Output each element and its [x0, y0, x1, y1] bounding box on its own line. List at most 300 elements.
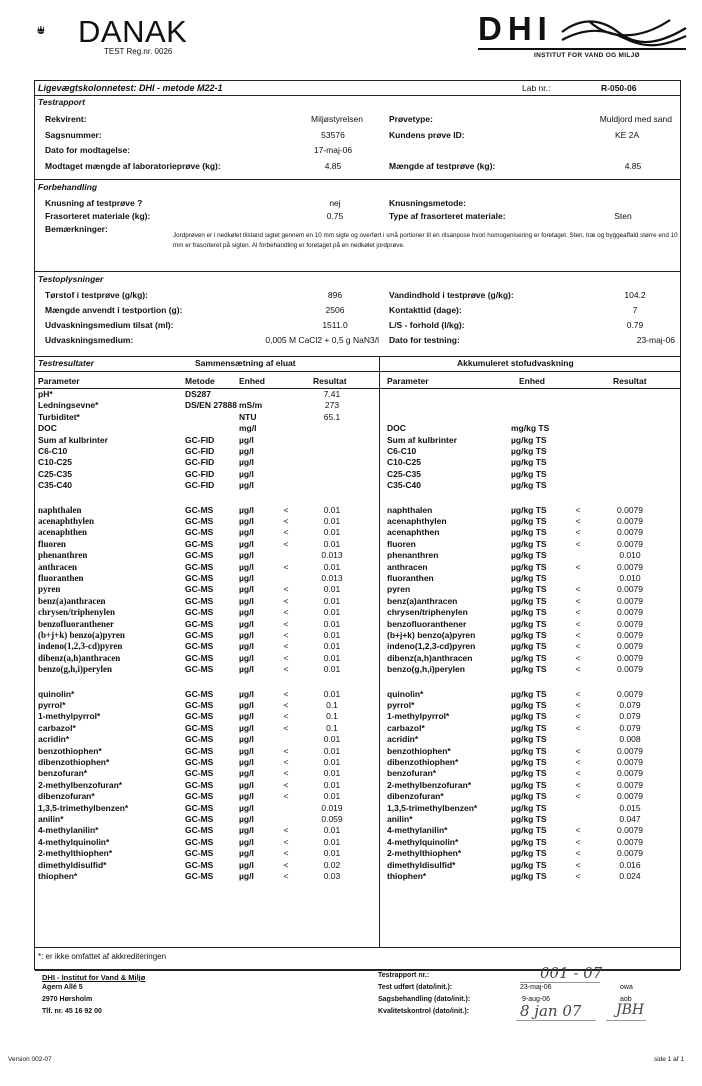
enhed-left: µg/l [239, 848, 254, 859]
qualifier-right: < [575, 836, 581, 847]
param-left: anilin* [38, 814, 64, 824]
col-resultat: Resultat [313, 376, 347, 386]
metode: GC-MS [185, 802, 214, 813]
param-left: acenaphthen [38, 527, 88, 538]
lab-value: R-050-06 [601, 83, 637, 93]
metode: DS/EN 27888 [185, 400, 237, 411]
enhed-right: mg/kg TS [511, 423, 550, 434]
enhed-right: µg/kg TS [511, 745, 547, 756]
param-right: acridin* [387, 734, 419, 745]
qualifier-left: < [283, 516, 289, 526]
resultat-right: 0.0079 [617, 745, 643, 756]
resultat-left: 0.01 [323, 757, 341, 767]
enhed-right: µg/kg TS [511, 802, 547, 813]
ls-value: 0.79 [626, 320, 644, 330]
enhed-left: µg/l [239, 618, 254, 629]
resultat-right: 0.024 [619, 871, 641, 881]
enhed-right: µg/kg TS [511, 504, 547, 515]
qualifier-left: < [283, 745, 289, 756]
enhed-right: µg/kg TS [511, 584, 547, 595]
resultat-left: 0.1 [326, 700, 338, 710]
enhed-right: µg/kg TS [511, 688, 547, 699]
resultat-left: 0.01 [323, 768, 341, 779]
enhed-left: µg/l [239, 768, 254, 779]
metode: GC-MS [185, 573, 214, 583]
kvalitetskontrol-date: 8 jan 07 [520, 1002, 582, 1020]
enhed-left: µg/l [239, 595, 254, 606]
qualifier-right: < [575, 722, 581, 733]
metode: GC-MS [185, 768, 214, 779]
col-metode: Metode [185, 376, 215, 386]
enhed-right: µg/kg TS [511, 871, 547, 881]
enhed-right: µg/kg TS [511, 734, 547, 745]
metode: GC-FID [185, 446, 215, 456]
bemaerkninger-text: Jordprøven er i nedkølet tilstand sigtet gennem en 10 mm sigte og overført i små portioner til en rilsanpose hvori homogenisering er foretaget. Sten, træ og byggeaffald større end 10 mm er frasorteret på sigten. Al forbehandling er foretaget på en nedkølet jordprøve. [173, 232, 678, 249]
enhed-left: µg/l [239, 561, 254, 572]
enhed-right: µg/kg TS [511, 527, 547, 538]
page-number: side 1 af 1 [654, 1056, 684, 1063]
enhed-right: µg/kg TS [511, 825, 547, 836]
resultat-left: 0.01 [323, 561, 341, 572]
qualifier-right: < [575, 504, 581, 515]
qualifier-left: < [283, 607, 289, 618]
param-left: benzofluoranthener [38, 618, 114, 629]
param-left: anthracen [38, 561, 77, 572]
param-left: quinolin* [38, 688, 75, 699]
col-enhed-right: Enhed [519, 376, 545, 386]
metode: GC-MS [185, 595, 214, 606]
enhed-right: µg/kg TS [511, 550, 547, 561]
knusningsmetode-label: Knusningsmetode: [389, 198, 466, 208]
resultat-left: 0.013 [321, 550, 343, 561]
metode: GC-MS [185, 664, 214, 675]
resultat-right: 0.010 [619, 550, 641, 561]
qualifier-right: < [575, 561, 581, 572]
medium-label: Udvaskningsmedium: [45, 335, 134, 345]
enhed-right: µg/kg TS [511, 573, 547, 583]
provetype-label: Prøvetype: [389, 114, 433, 124]
resultat-right: 0.010 [619, 573, 641, 583]
qualifier-right: < [575, 584, 581, 595]
metode: GC-MS [185, 711, 214, 722]
testrapport-nr-value: 001 - 07 [540, 964, 603, 982]
metode: GC-MS [185, 836, 214, 847]
param-right: dimethyldisulfid* [387, 859, 456, 870]
anvendt-value: 2506 [325, 305, 345, 315]
enhed-left: mg/l [239, 423, 257, 434]
medium-value: 0,005 M CaCl2 + 0,5 g NaN3/l [265, 335, 379, 345]
enhed-right: µg/kg TS [511, 630, 547, 640]
param-left: 1-methylpyrrol* [38, 711, 101, 722]
qualifier-left: < [283, 768, 289, 779]
enhed-left: µg/l [239, 584, 254, 595]
resultat-left: 0.01 [323, 607, 341, 618]
metode: GC-MS [185, 527, 214, 538]
param-left: acenaphthylen [38, 516, 95, 526]
enhed-left: µg/l [239, 871, 254, 881]
resultat-left: 0.01 [323, 688, 341, 699]
param-right: 4-methylquinolin* [387, 836, 459, 847]
udfort-label: Test udført (dato/init.): [378, 984, 453, 991]
resultat-left: 0.01 [323, 664, 341, 675]
qualifier-right: < [575, 711, 581, 722]
param-right: Sum af kulbrinter [387, 434, 457, 445]
param-left: (b+j+k) benzo(a)pyren [38, 630, 125, 640]
enhed-left: µg/l [239, 457, 254, 468]
resultat-right: 0.0079 [617, 757, 643, 767]
sagsnummer-value: 53576 [321, 130, 345, 140]
dato-modtagelse-label: Dato for modtagelse: [45, 145, 131, 155]
enhed-right: µg/kg TS [511, 480, 547, 491]
metode: GC-MS [185, 700, 214, 710]
resultat-right: 0.0079 [617, 652, 643, 663]
param-left: naphthalen [38, 504, 82, 515]
enhed-left: µg/l [239, 468, 254, 479]
param-right: benz(a)anthracen [387, 595, 458, 606]
param-right: benzofluoranthener [387, 618, 467, 629]
enhed-left: µg/l [239, 745, 254, 756]
qualifier-right: < [575, 516, 581, 526]
param-right: pyren [387, 584, 411, 595]
resultat-left: 0.01 [323, 516, 341, 526]
enhed-right: µg/kg TS [511, 652, 547, 663]
param-left: 2-methylbenzofuran* [38, 779, 123, 790]
forbehandling-title: Forbehandling [38, 182, 98, 192]
enhed-right: µg/kg TS [511, 859, 547, 870]
frasorteret-label: Frasorteret materiale (kg): [45, 211, 151, 221]
enhed-left: µg/l [239, 652, 254, 663]
resultat-right: 0.0079 [617, 791, 643, 802]
results-table [35, 389, 680, 945]
param-right: dibenzofuran* [387, 791, 444, 802]
param-left: benzothiophen* [38, 745, 102, 756]
enhed-left: NTU [239, 411, 257, 422]
enhed-left: µg/l [239, 722, 254, 733]
qualifier-left: < [283, 700, 289, 710]
enhed-right: µg/kg TS [511, 836, 547, 847]
resultat-left: 0.01 [323, 848, 341, 859]
resultat-left: 0.1 [326, 711, 338, 722]
anvendt-label: Mængde anvendt i testportion (g): [45, 305, 183, 315]
kundens-value: KE 2A [614, 130, 640, 140]
footnote: *: er ikke omfattet af akkrediteringen [38, 952, 167, 961]
signature-line [606, 1020, 646, 1021]
qualifier-right: < [575, 745, 581, 756]
enhed-right: µg/kg TS [511, 722, 547, 733]
enhed-left: µg/l [239, 538, 254, 549]
resultat-right: 0.0079 [617, 538, 643, 549]
org-phone: Tlf. nr. 45 16 92 00 [42, 1008, 102, 1015]
type-frasorteret-value: Sten [614, 211, 632, 221]
provetype-value: Muldjord med sand [599, 114, 672, 124]
qualifier-right: < [575, 664, 581, 675]
qualifier-right: < [575, 630, 581, 640]
enhed-left: µg/l [239, 779, 254, 790]
qualifier-right: < [575, 791, 581, 802]
metode: GC-FID [185, 480, 215, 491]
enhed-left: µg/l [239, 516, 254, 526]
resultat-right: 0.0079 [617, 527, 643, 538]
metode: GC-FID [185, 468, 215, 479]
metode: GC-MS [185, 848, 214, 859]
param-left: 4-methylquinolin* [38, 836, 110, 847]
enhed-right: µg/kg TS [511, 468, 547, 479]
resultat-left: 0.01 [323, 734, 341, 745]
resultat-left: 0.01 [323, 595, 341, 606]
dato-modtagelse-value: 17-maj-06 [313, 145, 353, 155]
param-left: fluoren [38, 538, 66, 549]
resultat-right: 0.008 [619, 734, 641, 745]
metode: GC-MS [185, 859, 214, 870]
enhed-left: µg/l [239, 814, 254, 824]
param-right: 2-methylbenzofuran* [387, 779, 472, 790]
qualifier-left: < [283, 791, 289, 802]
testrapport-label: Testrapport [38, 97, 85, 107]
col-parameter-right: Parameter [387, 376, 429, 386]
enhed-right: µg/kg TS [511, 711, 547, 722]
enhed-left: µg/l [239, 527, 254, 538]
qualifier-left: < [283, 722, 289, 733]
qualifier-right: < [575, 768, 581, 779]
metode: GC-FID [185, 434, 215, 445]
signature-line [516, 1020, 596, 1021]
metode: GC-MS [185, 779, 214, 790]
testning-value: 23-maj-06 [636, 335, 675, 345]
resultat-right: 0.0079 [617, 664, 643, 675]
enhed-left: µg/l [239, 607, 254, 618]
param-left: fluoranthen [38, 573, 84, 583]
qualifier-right: < [575, 538, 581, 549]
param-right: thiophen* [387, 871, 427, 881]
param-left: benzofuran* [38, 768, 88, 779]
param-left: Turbiditet* [38, 411, 80, 422]
kontakttid-label: Kontakttid (dage): [389, 305, 462, 315]
resultat-right: 0.016 [619, 859, 641, 870]
param-right: 2-methylthiophen* [387, 848, 462, 859]
qualifier-left: < [283, 779, 289, 790]
enhed-left: µg/l [239, 711, 254, 722]
resultat-right: 0.0079 [617, 504, 643, 515]
metode: GC-MS [185, 757, 214, 767]
qualifier-right: < [575, 848, 581, 859]
param-right: DOC [387, 423, 406, 434]
qualifier-right: < [575, 652, 581, 663]
param-left: chrysen/triphenylen [38, 607, 116, 618]
resultat-right: 0.0079 [617, 825, 643, 836]
metode: GC-MS [185, 688, 214, 699]
enhed-left: µg/l [239, 434, 254, 445]
sagsbehandling-init: aob [620, 996, 632, 1003]
param-left: DOC [38, 423, 57, 434]
udfort-date: 23-maj-06 [520, 984, 552, 991]
qualifier-left: < [283, 538, 289, 549]
col-parameter: Parameter [38, 376, 80, 386]
enhed-left: µg/l [239, 664, 254, 675]
maengde-value: 4.85 [624, 161, 642, 171]
resultat-left: 0.01 [323, 527, 341, 538]
qualifier-right: < [575, 779, 581, 790]
qualifier-left: < [283, 848, 289, 859]
qualifier-right: < [575, 595, 581, 606]
metode: GC-MS [185, 618, 214, 629]
enhed-left: µg/l [239, 573, 254, 583]
modtaget-label: Modtaget mængde af laboratorieprøve (kg): [45, 161, 221, 171]
metode: GC-MS [185, 607, 214, 618]
enhed-left: µg/l [239, 480, 254, 491]
enhed-left: µg/l [239, 550, 254, 561]
qualifier-left: < [283, 595, 289, 606]
metode: GC-FID [185, 457, 215, 468]
dhi-wave-logo [560, 14, 688, 50]
param-left: C6-C10 [38, 446, 68, 456]
param-left: dibenz(a,h)anthracen [38, 652, 121, 663]
resultat-right: 0.0079 [617, 768, 643, 779]
enhed-left: µg/l [239, 825, 254, 836]
enhed-left: mS/m [239, 400, 263, 411]
resultat-right: 0.0079 [617, 561, 643, 572]
enhed-right: µg/kg TS [511, 768, 547, 779]
eluat-header: Sammensætning af eluat [195, 358, 296, 368]
enhed-left: µg/l [239, 859, 254, 870]
sagsbehandling-label: Sagsbehandling (dato/init.): [378, 996, 471, 1003]
qualifier-right: < [575, 527, 581, 538]
resultat-right: 0.0079 [617, 516, 643, 526]
resultat-right: 0.0079 [617, 688, 643, 699]
enhed-left: µg/l [239, 688, 254, 699]
qualifier-left: < [283, 711, 289, 722]
metode: GC-MS [185, 734, 214, 745]
metode: GC-MS [185, 791, 214, 802]
qualifier-right: < [575, 607, 581, 618]
param-right: naphthalen [387, 504, 433, 515]
rule [35, 947, 680, 948]
qualifier-left: < [283, 641, 289, 652]
enhed-right: µg/kg TS [511, 538, 547, 549]
param-right: benzothiophen* [387, 745, 451, 756]
enhed-right: µg/kg TS [511, 457, 547, 468]
param-right: C10-C25 [387, 457, 422, 468]
resultat-left: 0.01 [323, 791, 341, 802]
type-frasorteret-label: Type af frasorteret materiale: [389, 211, 506, 221]
dhi-subtitle: INSTITUT FOR VAND OG MILJØ [534, 52, 640, 59]
resultat-right: 0.0079 [617, 595, 643, 606]
metode: GC-MS [185, 871, 214, 881]
ls-label: L/S - forhold (l/kg): [389, 320, 465, 330]
enhed-right: µg/kg TS [511, 561, 547, 572]
resultat-right: 0.015 [619, 802, 641, 813]
resultat-right: 0.079 [619, 722, 641, 733]
enhed-left: µg/l [239, 700, 254, 710]
param-right: quinolin* [387, 688, 424, 699]
sagsnummer-label: Sagsnummer: [45, 130, 102, 140]
qualifier-left: < [283, 836, 289, 847]
qualifier-left: < [283, 825, 289, 836]
torstof-label: Tørstof i testprøve (g/kg): [45, 290, 148, 300]
torstof-value: 896 [327, 290, 343, 300]
param-right: C6-C10 [387, 446, 417, 456]
sagsbehandling-date: 9-aug-06 [522, 996, 551, 1003]
org-city: 2970 Hørsholm [42, 996, 93, 1003]
org-name: DHI - Institut for Vand & Miljø [42, 973, 146, 982]
param-right: pyrrol* [387, 700, 415, 710]
rule [35, 271, 680, 272]
param-right: 4-methylanilin* [387, 825, 448, 836]
param-right: carbazol* [387, 722, 425, 733]
enhed-left: µg/l [239, 802, 254, 813]
qualifier-right: < [575, 825, 581, 836]
enhed-right: µg/kg TS [511, 757, 547, 767]
enhed-left: µg/l [239, 791, 254, 802]
param-right: benzofuran* [387, 768, 437, 779]
qualifier-left: < [283, 688, 289, 699]
qualifier-left: < [283, 871, 289, 881]
qualifier-right: < [575, 688, 581, 699]
qualifier-left: < [283, 630, 289, 640]
tilsat-value: 1511.0 [322, 320, 348, 330]
param-left: Sum af kulbrinter [38, 434, 108, 445]
resultat-left: 0.019 [321, 802, 343, 813]
resultat-right: 0.0079 [617, 779, 643, 790]
param-left: dimethyldisulfid* [38, 859, 107, 870]
param-right: 1,3,5-trimethylbenzen* [387, 802, 478, 813]
param-left: C10-C25 [38, 457, 73, 468]
qualifier-left: < [283, 652, 289, 663]
param-left: 4-methylanilin* [38, 825, 99, 836]
resultat-left: 0.01 [323, 630, 341, 640]
param-right: anthracen [387, 561, 428, 572]
param-right: benzo(g,h,i)perylen [387, 664, 465, 675]
enhed-right: µg/kg TS [511, 791, 547, 802]
resultat-left: 0.059 [321, 814, 343, 824]
resultat-right: 0.0079 [617, 607, 643, 618]
frasorteret-value: 0.75 [326, 211, 344, 221]
param-left: 1,3,5-trimethylbenzen* [38, 802, 129, 813]
resultat-right: 0.079 [619, 700, 641, 710]
resultat-right: 0.0079 [617, 848, 643, 859]
param-right: indeno(1,2,3-cd)pyren [387, 641, 476, 652]
param-right: acenaphthen [387, 527, 440, 538]
resultat-left: 0.01 [323, 584, 341, 595]
qualifier-right: < [575, 757, 581, 767]
dhi-logo-text: DHI [478, 10, 553, 47]
qualifier-left: < [283, 757, 289, 767]
rule [35, 371, 680, 372]
rule [35, 95, 680, 96]
dhi-underline [478, 48, 686, 50]
param-left: 2-methylthiophen* [38, 848, 113, 859]
param-right: C25-C35 [387, 468, 422, 479]
param-right: phenanthren [387, 550, 439, 561]
metode: GC-MS [185, 745, 214, 756]
kvalitetskontrol-init: JBH [616, 1002, 645, 1018]
metode: GC-MS [185, 584, 214, 595]
enhed-right: µg/kg TS [511, 607, 547, 618]
enhed-right: µg/kg TS [511, 814, 547, 824]
metode: GC-MS [185, 825, 214, 836]
kvalitetskontrol-label: Kvalitetskontrol (dato/init.): [378, 1008, 469, 1015]
param-left: pyren [38, 584, 61, 595]
resultat-left: 0.01 [323, 641, 341, 652]
vandindhold-value: 104.2 [624, 290, 646, 300]
param-left: acridin* [38, 734, 70, 745]
rule [35, 356, 680, 357]
resultat-right: 0.0079 [617, 630, 643, 640]
metode: GC-MS [185, 538, 214, 549]
enhed-right: µg/kg TS [511, 700, 547, 710]
param-left: pH* [38, 389, 53, 399]
testoplysninger-title: Testoplysninger [38, 274, 104, 284]
resultat-right: 0.047 [619, 814, 641, 824]
